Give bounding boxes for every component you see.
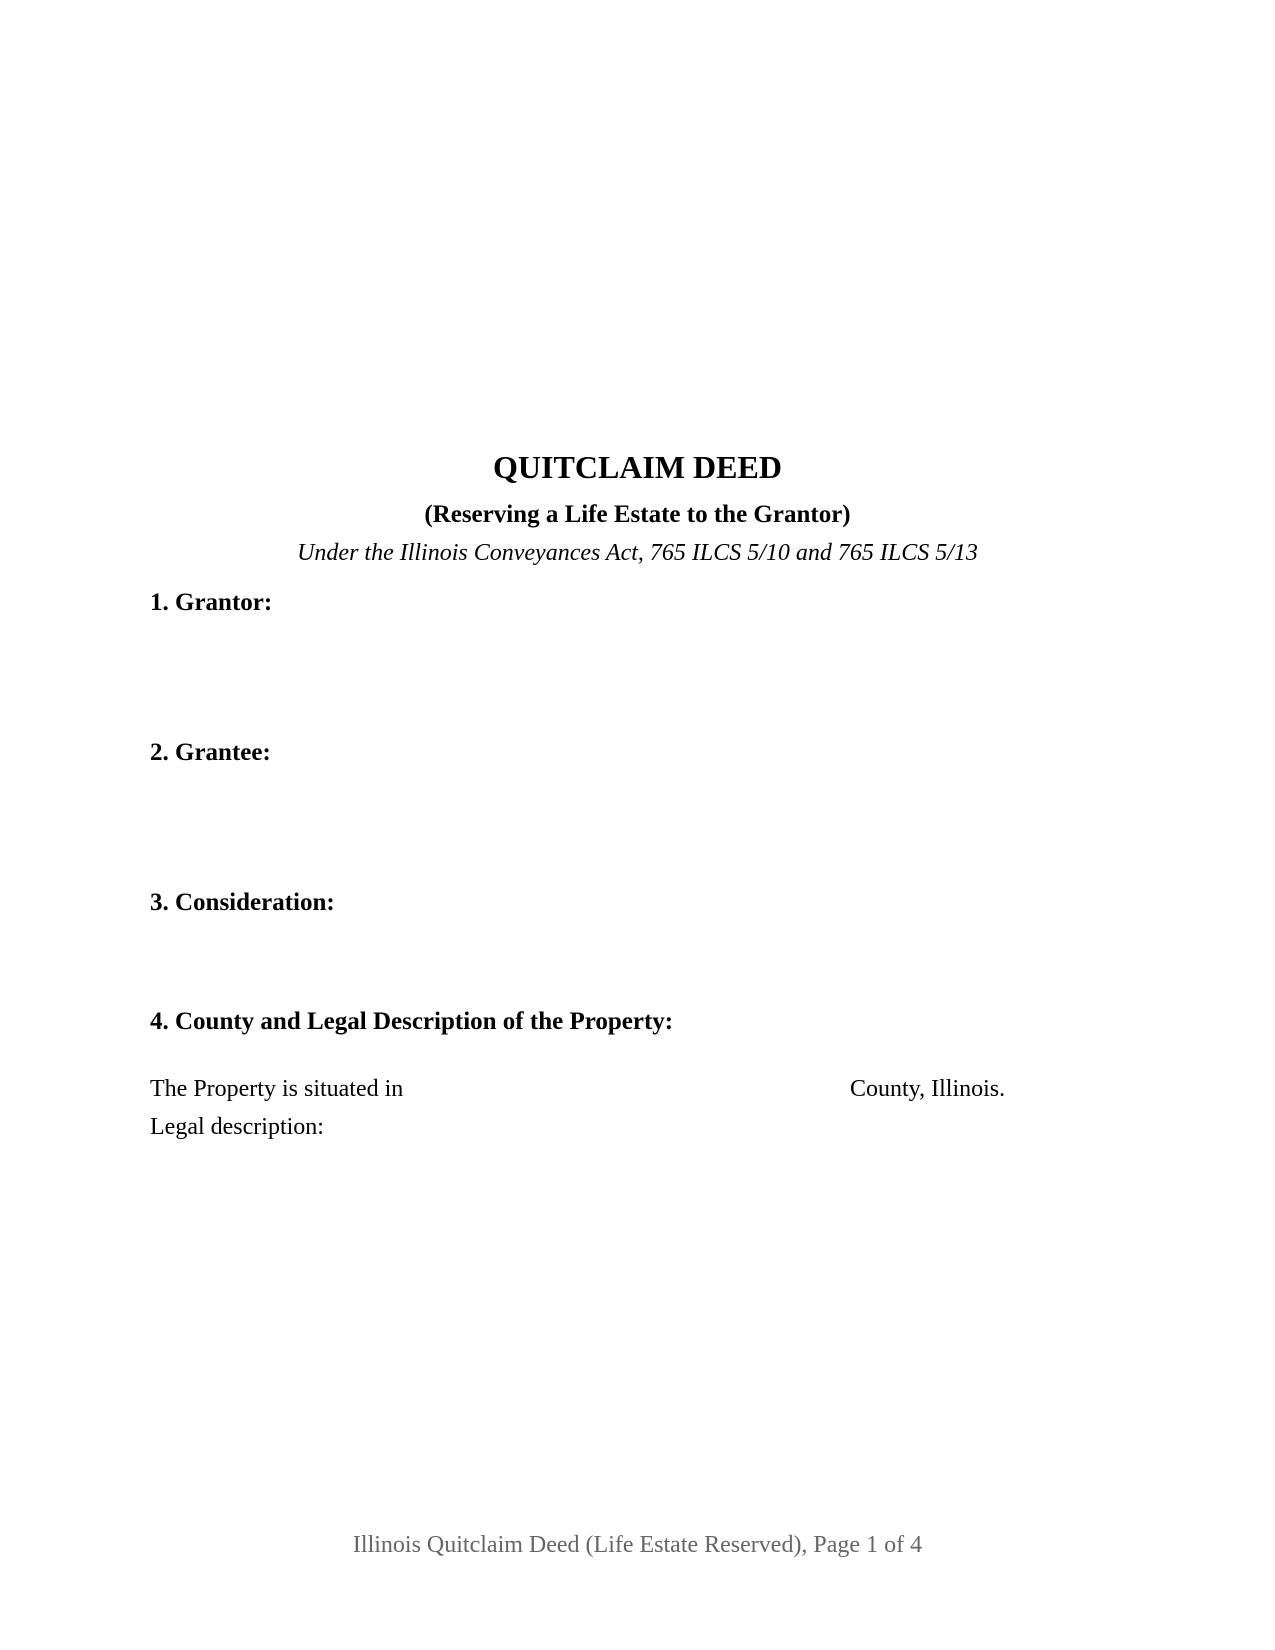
consideration-heading: 3. Consideration: [150, 889, 335, 916]
county-blank-field [418, 1074, 838, 1104]
property-heading: 4. County and Legal Description of the Property: [150, 1008, 674, 1035]
page-footer: Illinois Quitclaim Deed (Life Estate Reserved), Page 1 of 4 [352, 1532, 923, 1558]
legal-description-label: Legal description: [150, 1114, 324, 1140]
document-title: QUITCLAIM DEED [493, 449, 782, 485]
county-suffix-text: County, Illinois. [850, 1076, 1006, 1102]
statute-reference: Under the Illinois Conveyances Act, 765 ILCS 5/10 and 765 ILCS 5/13 [297, 540, 978, 566]
grantor-heading: 1. Grantor: [150, 589, 273, 616]
document-subtitle: (Reserving a Life Estate to the Grantor) [424, 501, 851, 528]
property-situated-text: The Property is situated in [150, 1076, 404, 1102]
grantee-heading: 2. Grantee: [150, 739, 271, 766]
